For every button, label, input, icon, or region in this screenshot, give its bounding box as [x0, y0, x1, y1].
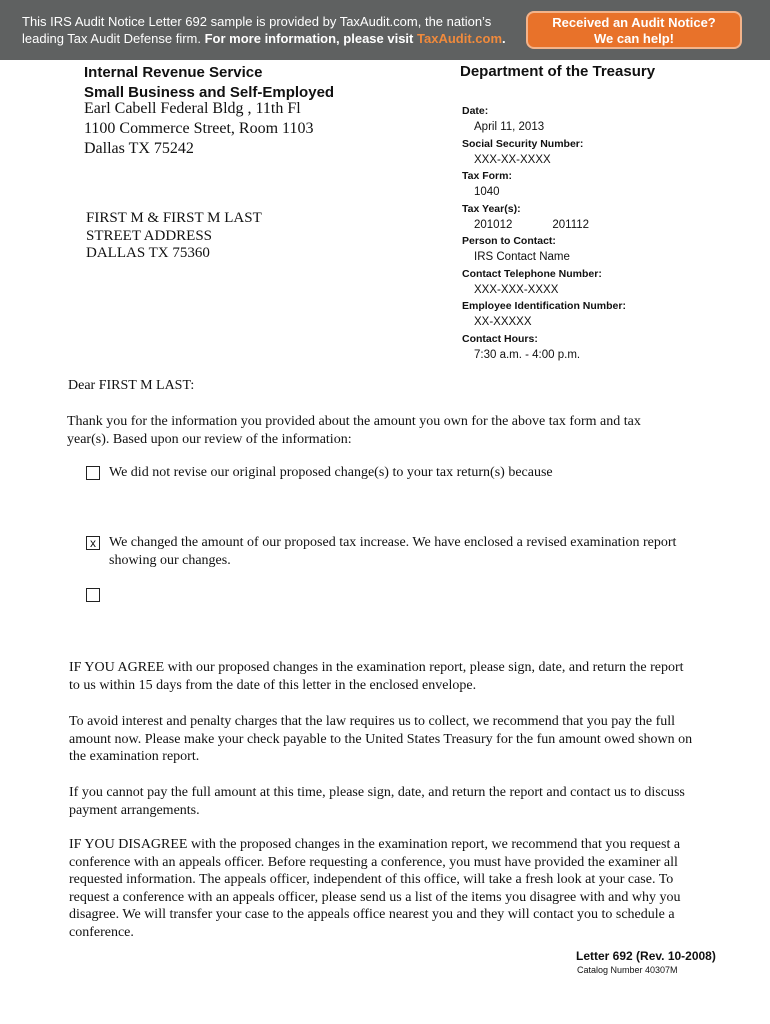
- date-value: April 11, 2013: [474, 121, 545, 133]
- sender-agency: [84, 63, 334, 103]
- department-title: Department of the Treasury: [460, 63, 656, 80]
- sender-address-line-3: Dallas TX 75242: [84, 140, 194, 157]
- banner-line-2-plain: leading Tax Audit Defense firm.: [22, 31, 201, 46]
- sender-address-line-1: Earl Cabell Federal Bldg , 11th Fl: [84, 100, 301, 117]
- option-1-text: We did not revise our original proposed change(s) to your tax return(s) because: [109, 465, 553, 480]
- tax-form-value: 1040: [474, 186, 500, 198]
- disagree-line-5: disagree. We will transfer your case to the appeals office nearest you and they will contact you to schedule a: [69, 907, 675, 922]
- tax-year-1: 201012: [474, 218, 513, 231]
- salutation: Dear FIRST M LAST:: [68, 378, 195, 393]
- tax-years-label: Tax Year(s):: [462, 202, 521, 215]
- ssn-label: Social Security Number:: [462, 137, 584, 150]
- option-1-checkbox[interactable]: [86, 466, 100, 480]
- option-3-checkbox[interactable]: [86, 588, 100, 602]
- disagree-paragraph: [69, 836, 749, 941]
- cannot-pay-line-2: payment arrangements.: [69, 802, 200, 818]
- recipient-name: FIRST M & FIRST M LAST: [86, 210, 262, 226]
- interest-paragraph: [69, 713, 749, 766]
- interest-line-2: amount now. Please make your check payable to the United States Treasury for the fun amount owed shown on: [69, 731, 693, 747]
- disagree-line-4: request a conference with an appeals officer, please send us a list of the items you disagree with and why you: [69, 889, 681, 905]
- option-2-check-mark: x: [90, 536, 96, 550]
- taxaudit-link[interactable]: TaxAudit.com: [417, 31, 503, 46]
- agree-paragraph: [69, 659, 749, 694]
- banner-text: [22, 13, 522, 47]
- disagree-line-2: conference with an appeals officer. Before requesting a conference, you must have provided the examiner all: [69, 854, 678, 870]
- banner-line-2: [22, 30, 522, 47]
- employee-id-value: XX-XXXXX: [474, 316, 532, 328]
- audit-help-button[interactable]: [526, 11, 742, 49]
- recipient-street: STREET ADDRESS: [86, 227, 212, 244]
- cta-line-2: We can help!: [594, 31, 674, 46]
- disagree-line-6: conference.: [69, 924, 134, 940]
- contact-hours-value: 7:30 a.m. - 4:00 p.m.: [474, 348, 581, 361]
- notice-info-panel: [462, 104, 742, 364]
- agree-line-2: to us within 15 days from the date of this letter in the enclosed envelope.: [69, 677, 477, 693]
- option-2-checkbox[interactable]: [86, 536, 100, 550]
- recipient-address: [86, 210, 262, 263]
- tax-form-label: Tax Form:: [462, 170, 512, 182]
- tax-years-value: [462, 217, 742, 235]
- ssn-value: XXX-XX-XXXX: [474, 153, 551, 166]
- intro-line-2: year(s). Based upon our review of the information:: [67, 431, 352, 447]
- contact-phone-value: XXX-XXX-XXXX: [474, 283, 559, 296]
- recipient-city: DALLAS TX 75360: [86, 245, 210, 261]
- contact-person-label: Person to Contact:: [462, 235, 556, 247]
- disagree-line-1: IF YOU DISAGREE with the proposed changes in the examination report, we recommend that you request a: [69, 837, 681, 852]
- cta-line-1: Received an Audit Notice?: [552, 15, 716, 30]
- letter-number: Letter 692 (Rev. 10-2008): [576, 949, 716, 963]
- interest-line-1: To avoid interest and penalty charges that the law requires us to collect, we recommend that you pay the full: [69, 714, 676, 729]
- disagree-line-3: requested information. The appeals officer, independent of this office, will take a fresh look at your case. To: [69, 872, 674, 887]
- agency-division: Small Business and Self-Employed: [84, 84, 335, 101]
- sender-address-line-2: 1100 Commerce Street, Room 1103: [84, 120, 314, 137]
- tax-year-2: 201112: [552, 218, 590, 231]
- option-2-line-1: We changed the amount of our proposed tax increase. We have enclosed a revised examination report: [109, 535, 677, 550]
- option-2-text: [109, 534, 729, 569]
- promo-banner: [0, 0, 770, 60]
- contact-phone-label: Contact Telephone Number:: [462, 267, 602, 280]
- intro-line-1: Thank you for the information you provided about the amount you own for the above tax form and tax: [67, 414, 641, 429]
- contact-hours-label: Contact Hours:: [462, 332, 538, 345]
- contact-person-value: IRS Contact Name: [474, 251, 570, 263]
- cannot-pay-paragraph: [69, 784, 749, 819]
- employee-id-label: Employee Identification Number:: [462, 300, 626, 312]
- date-label: Date:: [462, 105, 489, 117]
- sender-address: [84, 99, 313, 159]
- cannot-pay-line-1: If you cannot pay the full amount at this time, please sign, date, and return the report and contact us to discuss: [69, 785, 685, 800]
- interest-line-3: the examination report.: [69, 749, 200, 764]
- banner-period: .: [502, 31, 506, 46]
- intro-paragraph: [67, 413, 747, 448]
- option-2-line-2: showing our changes.: [109, 552, 231, 568]
- agree-line-1: IF YOU AGREE with our proposed changes in the examination report, please sign, date, and return the report: [69, 660, 684, 675]
- banner-line-1: This IRS Audit Notice Letter 692 sample is provided by TaxAudit.com, the nation’s: [22, 14, 492, 29]
- catalog-number: Catalog Number 40307M: [577, 965, 678, 975]
- agency-name: Internal Revenue Service: [84, 64, 263, 81]
- banner-line-2-bold: For more information, please visit: [204, 31, 414, 46]
